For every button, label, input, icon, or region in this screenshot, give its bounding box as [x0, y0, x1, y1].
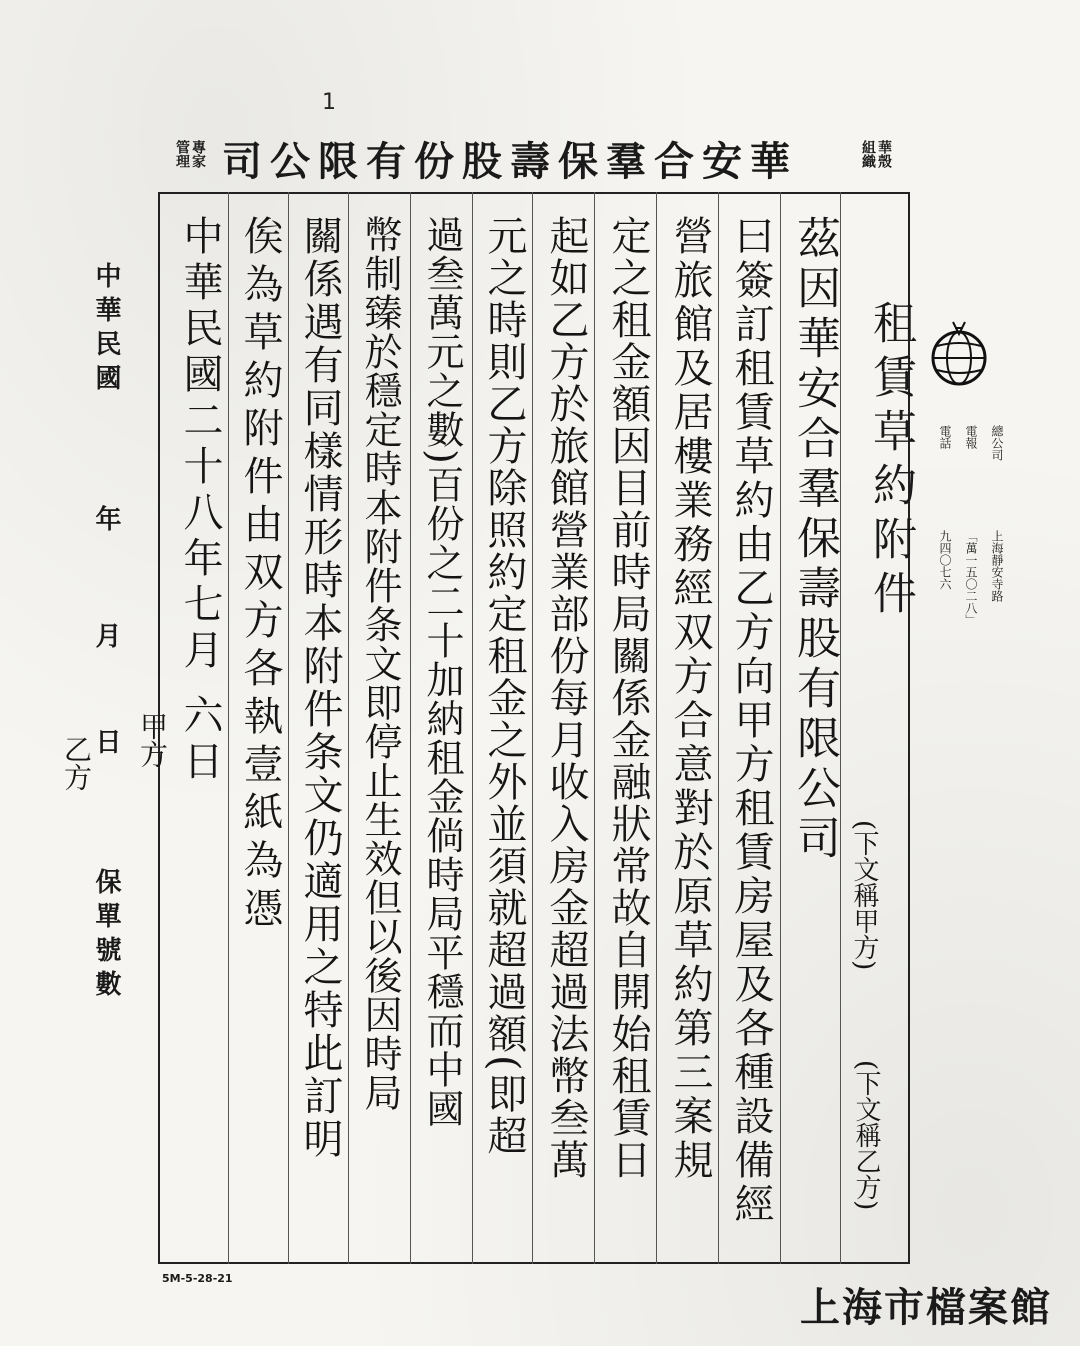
column-rule	[532, 192, 533, 1264]
contact-phone-label: 電話	[938, 425, 952, 449]
globe-logo-icon	[925, 318, 993, 386]
column-rule	[718, 192, 719, 1264]
column-rule	[288, 192, 289, 1264]
archive-stamp: 上海市檔案館	[800, 1284, 1052, 1331]
month-label: 月	[91, 622, 121, 648]
body-column-6: 元之時則乙方除照約定租金之外並須就超過額(即超	[481, 215, 527, 1157]
date-label: 中華民國	[91, 262, 121, 398]
company-name: 華安合羣保壽股份有限公司	[222, 138, 798, 185]
day-label: 日	[91, 728, 121, 754]
document-title: 租賃草約附件	[865, 300, 916, 624]
body-column-1: 茲因華安合羣保壽股有限公司	[789, 215, 840, 865]
written-date: 中華民國二十八年七月 六日	[177, 215, 223, 786]
policy-number-label: 保單號數	[91, 868, 121, 1004]
contact-telegram-label: 電報	[964, 425, 978, 449]
year-label: 年	[91, 505, 121, 531]
body-column-7: 過叁萬元之數)百份之二十加納租金倘時局平穩而中國	[420, 215, 464, 1128]
contact-phone: 九四〇七六	[938, 530, 952, 590]
note-party-b-alias: (下文稱乙方)	[851, 1060, 881, 1211]
party-b-mark: 乙方	[60, 735, 93, 791]
body-column-9: 關係遇有同樣情形時本附件条文仍適用之特此訂明	[297, 215, 343, 1161]
column-rule	[594, 192, 595, 1264]
letterhead-right-tag: 專家管理	[174, 140, 206, 168]
column-rule	[228, 192, 229, 1264]
note-party-a-alias: (下文稱甲方)	[849, 820, 879, 971]
contact-address: 上海靜安寺路	[990, 530, 1004, 602]
column-rule	[780, 192, 781, 1264]
column-rule	[348, 192, 349, 1264]
form-code: 5M-5-28-21	[162, 1272, 233, 1285]
top-mark: 1	[322, 90, 336, 115]
body-column-10: 俟為草約附件由双方各執壹紙為憑	[237, 215, 283, 935]
contact-telegram: 「萬一五〇二八」	[964, 530, 978, 626]
body-column-8: 幣制臻於穩定時本附件条文即停止生效但以後因時局	[358, 215, 402, 1112]
party-a-mark: 甲方	[136, 712, 169, 768]
body-column-4: 定之租金額因目前時局關係金融狀常故自開始租賃日	[605, 215, 651, 1181]
letterhead-left-tag: 華殼組織	[860, 140, 892, 168]
body-column-3: 營旅館及居樓業務經双方合意對於原草約第三案規	[667, 215, 713, 1183]
body-column-2: 曰簽訂租賃草約由乙方向甲方租賃房屋及各種設備經	[728, 215, 774, 1227]
column-rule	[410, 192, 411, 1264]
body-column-5: 起如乙方於旅館營業部份每月收入房金超過法幣叁萬	[543, 215, 589, 1181]
contact-hq: 總公司	[990, 425, 1004, 461]
column-rule	[656, 192, 657, 1264]
column-rule	[472, 192, 473, 1264]
